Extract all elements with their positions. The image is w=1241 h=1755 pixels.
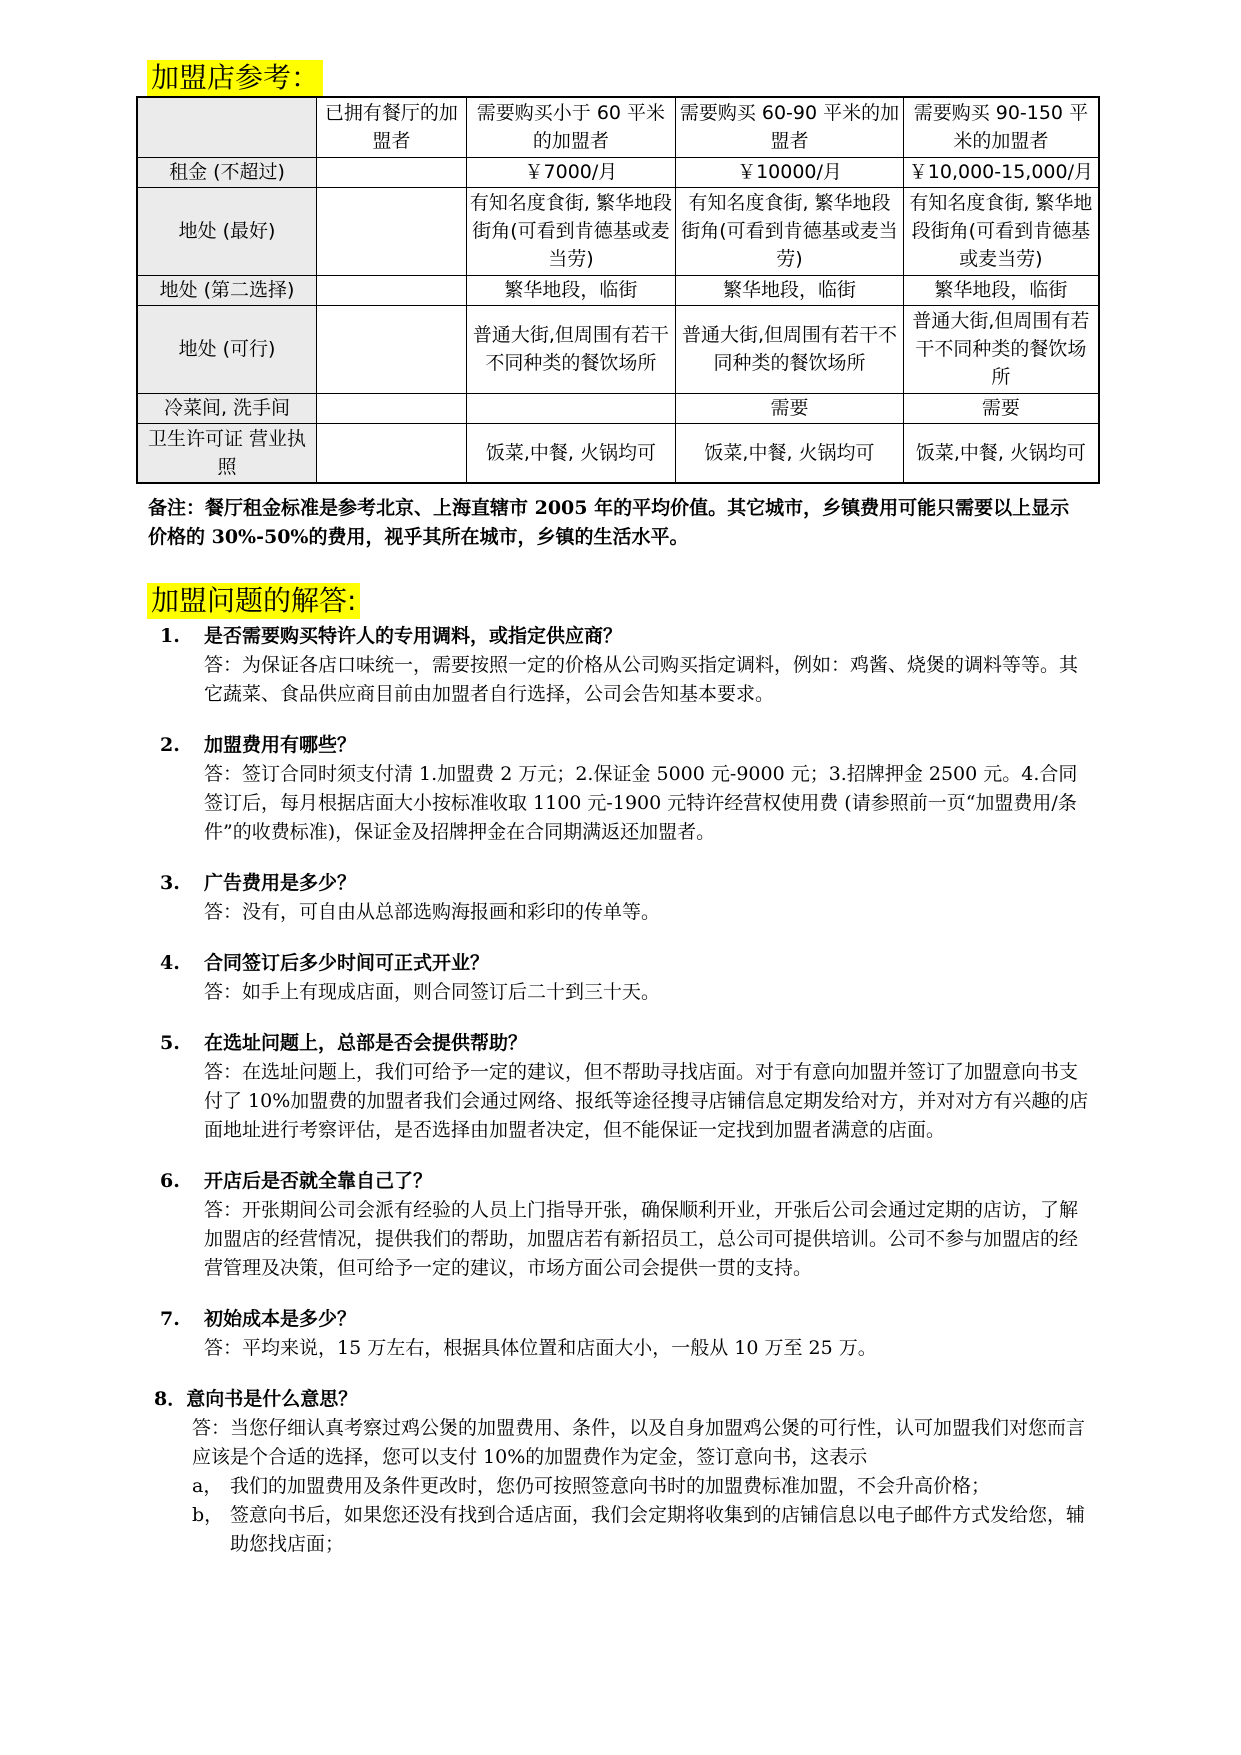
table-cell: 需要 — [903, 393, 1099, 423]
table-row — [137, 275, 1099, 305]
table-cell — [317, 393, 467, 423]
table-cell: 普通大街,但周围有若干不同种类的餐饮场所 — [676, 305, 904, 393]
table-cell — [317, 275, 467, 305]
question-text: 在选址问题上，总部是否会提供帮助？ — [204, 1032, 528, 1054]
table-cell: ￥7000/月 — [466, 157, 676, 187]
row-label: 卫生许可证 营业执照 — [137, 423, 317, 483]
faq-question: 8．意向书是什么意思？ — [154, 1388, 358, 1410]
table-header-cell: 已拥有餐厅的加盟者 — [317, 97, 467, 157]
list-item-text: 我们的加盟费用及条件更改时，您仍可按照签意向书时的加盟费标准加盟，不会升高价格； — [230, 1475, 991, 1497]
faq-list — [154, 622, 1090, 1559]
faq-question — [160, 949, 1090, 978]
table-header-cell: 需要购买 90-150 平米的加盟者 — [903, 97, 1099, 157]
row-label: 地处 (可行) — [137, 305, 317, 393]
table-cell: 普通大街,但周围有若干不同种类的餐饮场所 — [903, 305, 1099, 393]
faq-answer: 答：如手上有现成店面，则合同签订后二十到三十天。 — [204, 981, 661, 1003]
question-number: 4. — [160, 952, 180, 974]
reference-heading: 加盟店参考： — [147, 60, 323, 96]
faq-question — [160, 622, 1090, 651]
table-cell — [317, 157, 467, 187]
row-label: 租金 (不超过) — [137, 157, 317, 187]
question-text: 初始成本是多少？ — [204, 1308, 357, 1330]
row-label: 地处 (第二选择) — [137, 275, 317, 305]
table-header-row — [137, 97, 1099, 157]
table-header-cell: 需要购买 60-90 平米的加盟者 — [676, 97, 904, 157]
question-number: 6. — [160, 1170, 180, 1192]
faq-answer: 答：平均来说，15 万左右，根据具体位置和店面大小，一般从 10 万至 25 万。 — [204, 1337, 877, 1359]
faq-heading: 加盟问题的解答: — [147, 583, 360, 619]
question-text: 是否需要购买特许人的专用调料，或指定供应商？ — [204, 625, 623, 647]
list-marker: b， — [192, 1504, 224, 1526]
table-note: 备注：餐厅租金标准是参考北京、上海直辖市 2005 年的平均价值。其它城市，乡镇费用可能只需要以上显示价格的 30%-50%的费用，视乎其所在城市，乡镇的生活水平。 — [148, 497, 1070, 548]
faq-question — [160, 1029, 1090, 1058]
list-marker: a， — [192, 1475, 223, 1497]
table-cell: 有知名度食街, 繁华地段街角(可看到肯德基或麦当劳) — [903, 187, 1099, 275]
question-text: 加盟费用有哪些？ — [204, 734, 357, 756]
question-text: 广告费用是多少？ — [204, 872, 357, 894]
question-text: 合同签订后多少时间可正式开业？ — [204, 952, 490, 974]
faq-answer: 答：为保证各店口味统一，需要按照一定的价格从公司购买指定调料，例如：鸡酱、烧煲的调料等等。其它蔬菜、食品供应商目前由加盟者自行选择，公司会告知基本要求。 — [204, 654, 1079, 705]
faq-question — [160, 869, 1090, 898]
table-cell: 饭菜,中餐, 火锅均可 — [903, 423, 1099, 483]
table-row — [137, 157, 1099, 187]
reference-table — [136, 96, 1100, 484]
faq-answer: 答：当您仔细认真考察过鸡公煲的加盟费用、条件，以及自身加盟鸡公煲的可行性，认可加盟我们对您而言应该是个合适的选择，您可以支付 10%的加盟费作为定金，签订意向书，这表示 — [192, 1417, 1086, 1468]
table-cell — [466, 393, 676, 423]
faq-question — [160, 731, 1090, 760]
question-number: 3. — [160, 872, 180, 894]
table-row — [137, 305, 1099, 393]
faq-question — [160, 1305, 1090, 1334]
table-cell — [317, 305, 467, 393]
question-text: 开店后是否就全靠自己了？ — [204, 1170, 433, 1192]
faq-answer: 答：签订合同时须支付清 1.加盟费 2 万元；2.保证金 5000 元-9000 元；3.招牌押金 2500 元。4.合同签订后，每月根据店面大小按标准收取 1100 元-1900 元特许经营权使用费 (请参照前一页“加盟费用/条件”的收费标准)，保证金及招牌押金在合同期满返还加盟者。 — [204, 763, 1078, 843]
question-number: 2. — [160, 734, 180, 756]
table-header-cell — [137, 97, 317, 157]
table-cell: ￥10000/月 — [676, 157, 904, 187]
table-row — [137, 423, 1099, 483]
faq-answer: 答：在选址问题上，我们可给予一定的建议，但不帮助寻找店面。对于有意向加盟并签订了加盟意向书支付了 10%加盟费的加盟者我们会通过网络、报纸等途径搜寻店铺信息定期发给对方，并对对方有兴趣的店面地址进行考察评估，是否选择由加盟者决定，但不能保证一定找到加盟者满意的店面。 — [204, 1061, 1089, 1141]
table-cell: ￥10,000-15,000/月 — [903, 157, 1099, 187]
faq-question — [160, 1167, 1090, 1196]
question-number: 1. — [160, 625, 180, 647]
table-header-cell: 需要购买小于 60 平米的加盟者 — [466, 97, 676, 157]
faq-answer: 答：开张期间公司会派有经验的人员上门指导开张，确保顺利开业，开张后公司会通过定期的店访，了解加盟店的经营情况，提供我们的帮助，加盟店若有新招员工，总公司可提供培训。公司不参与加盟店的经营管理及决策，但可给予一定的建议，市场方面公司会提供一贯的支持。 — [204, 1199, 1079, 1279]
table-cell: 饭菜,中餐, 火锅均可 — [676, 423, 904, 483]
table-cell: 繁华地段，临街 — [466, 275, 676, 305]
list-item-text: 签意向书后，如果您还没有找到合适店面，我们会定期将收集到的店铺信息以电子邮件方式发给您，辅助您找店面； — [230, 1504, 1086, 1555]
table-cell: 有知名度食街, 繁华地段街角(可看到肯德基或麦当劳) — [676, 187, 904, 275]
table-cell: 繁华地段，临街 — [903, 275, 1099, 305]
table-cell — [317, 187, 467, 275]
list-item — [192, 1501, 1090, 1559]
table-cell: 需要 — [676, 393, 904, 423]
faq-answer: 答：没有，可自由从总部选购海报画和彩印的传单等。 — [204, 901, 661, 923]
table-cell: 有知名度食街, 繁华地段街角(可看到肯德基或麦当劳) — [466, 187, 676, 275]
row-label: 地处 (最好) — [137, 187, 317, 275]
table-cell: 繁华地段，临街 — [676, 275, 904, 305]
table-row — [137, 187, 1099, 275]
row-label: 冷菜间, 洗手间 — [137, 393, 317, 423]
question-number: 7. — [160, 1308, 180, 1330]
table-cell — [317, 423, 467, 483]
question-number: 5. — [160, 1032, 180, 1054]
table-cell: 饭菜,中餐, 火锅均可 — [466, 423, 676, 483]
list-item — [192, 1472, 1090, 1501]
table-cell: 普通大街,但周围有若干不同种类的餐饮场所 — [466, 305, 676, 393]
table-row — [137, 393, 1099, 423]
